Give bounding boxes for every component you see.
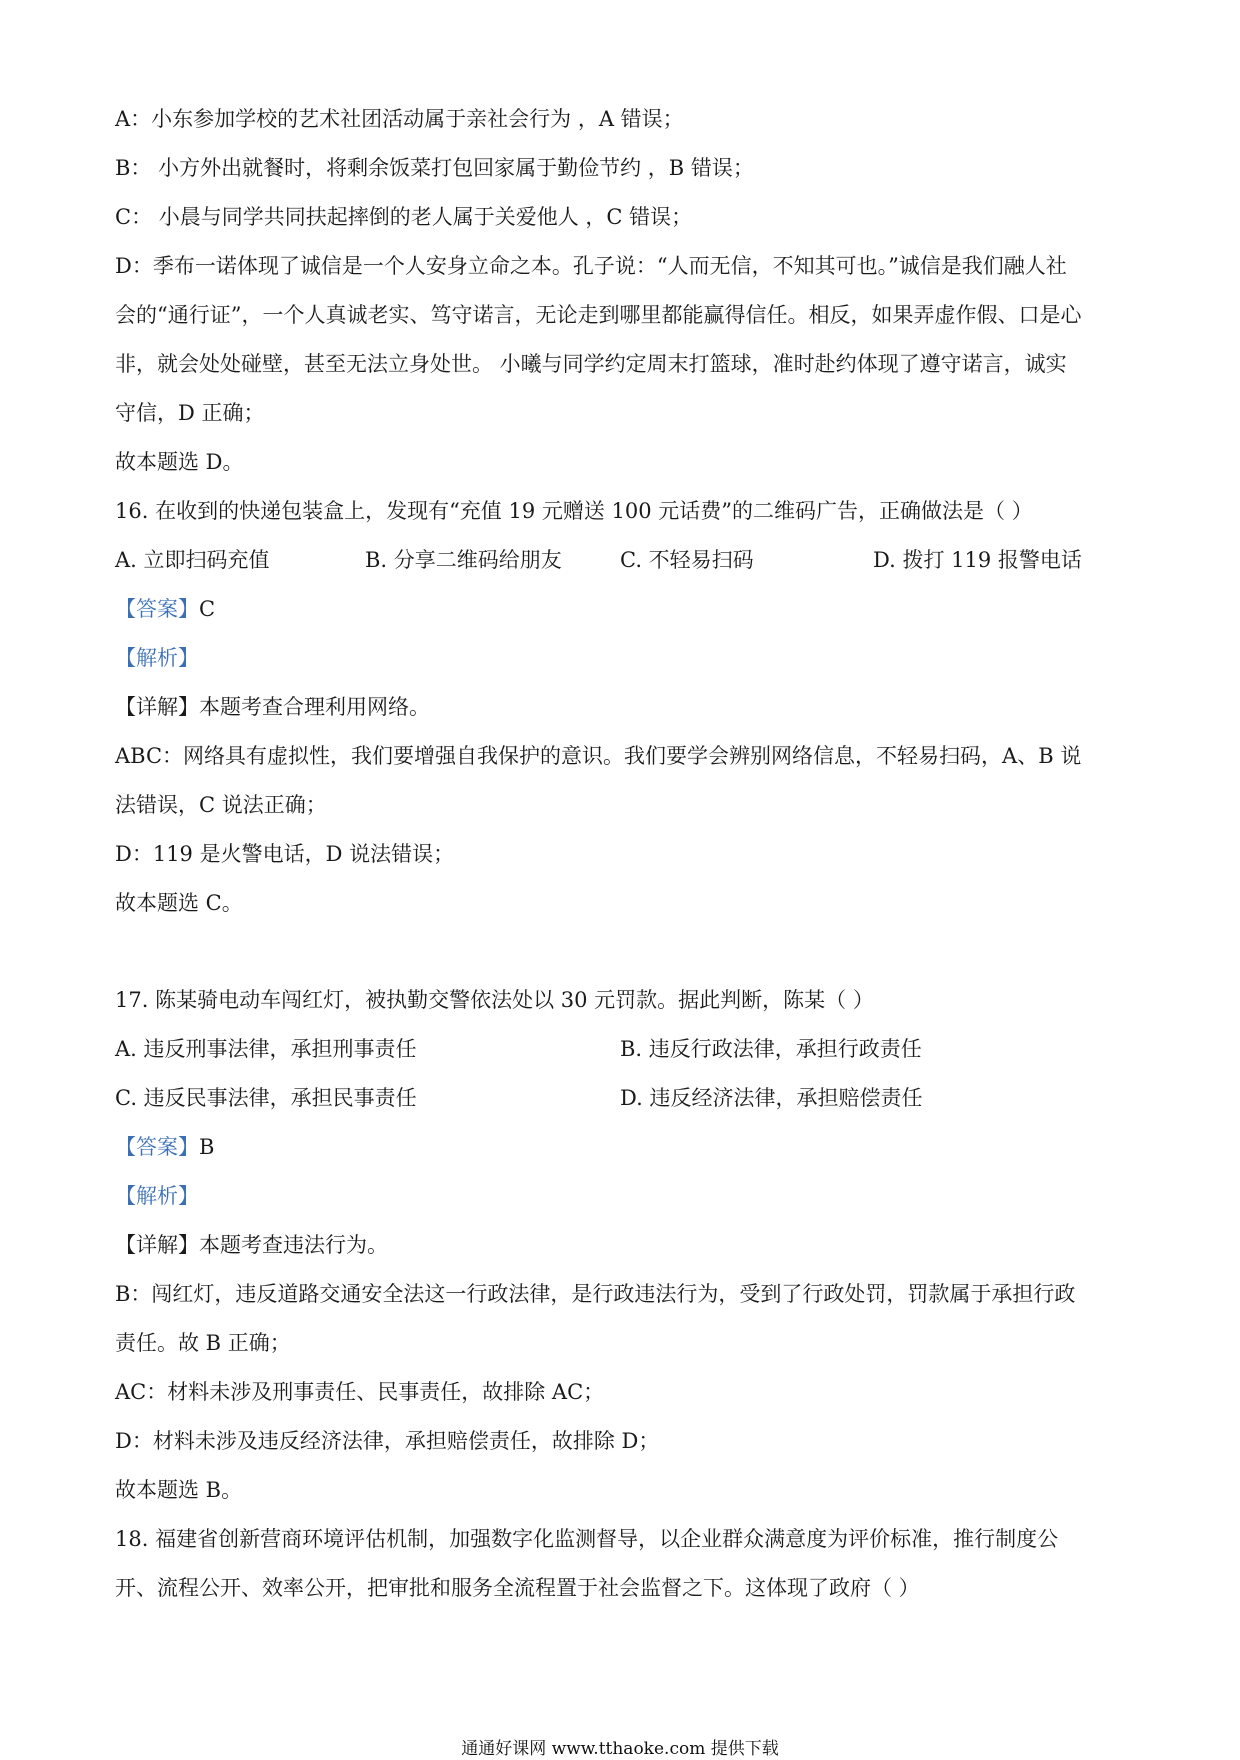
prev-line-7: 守信，D 正确；: [115, 401, 265, 425]
q17-detail-6: 故本题选 B。: [115, 1478, 243, 1502]
q16-option-d: D. 拨打 119 报警电话: [873, 548, 1082, 572]
prev-line-3: C： 小晨与同学共同扶起摔倒的老人属于关爱他人 ，C 错误；: [115, 205, 693, 229]
q18-stem-1: 18. 福建省创新营商环境评估机制，加强数字化监测督导，以企业群众满意度为评价标准，推行制度公: [115, 1527, 1059, 1551]
answer-tag: 【答案】: [115, 597, 199, 621]
q17-stem: 17. 陈某骑电动车闯红灯，被执勤交警依法处以 30 元罚款。据此判断，陈某（ ）: [115, 988, 874, 1012]
answer-tag: 【答案】: [115, 1135, 199, 1159]
q16-detail-3: 法错误，C 说法正确；: [115, 793, 327, 817]
q16-answer: [115, 594, 215, 624]
prev-line-5: 会的“通行证”，一个人真诚老实、笃守诺言，无论走到哪里都能赢得信任。相反，如果弄虚作假、口是心: [115, 303, 1082, 327]
q17-detail-4: AC：材料未涉及刑事责任、民事责任，故排除 AC；: [115, 1380, 605, 1404]
q16-detail-1: 【详解】本题考查合理利用网络。: [115, 695, 430, 719]
q17-option-a: A. 违反刑事法律，承担刑事责任: [115, 1037, 417, 1061]
page-footer: 通通好课网 www.tthaoke.com 提供下载: [461, 1739, 779, 1759]
prev-line-2: B： 小方外出就餐时，将剩余饭菜打包回家属于勤俭节约 ，B 错误；: [115, 156, 754, 180]
answer-value: B: [199, 1135, 215, 1159]
q16-stem: 16. 在收到的快递包装盒上，发现有“充值 19 元赠送 100 元话费”的二维码广告，正确做法是（ ）: [115, 499, 1033, 523]
prev-line-6: 非，就会处处碰壁，甚至无法立身处世。 小曦与同学约定周末打篮球，准时赴约体现了遵守诺言，诚实: [115, 352, 1067, 376]
q16-detail-4: D：119 是火警电话，D 说法错误；: [115, 842, 455, 866]
q16-detail-5: 故本题选 C。: [115, 891, 243, 915]
q16-option-b: B. 分享二维码给朋友: [365, 548, 562, 572]
q17-detail-2: B：闯红灯，违反道路交通安全法这一行政法律，是行政违法行为，受到了行政处罚，罚款属于承担行政: [115, 1282, 1076, 1306]
q17-option-b: B. 违反行政法律，承担行政责任: [620, 1037, 922, 1061]
q17-detail-5: D：材料未涉及违反经济法律，承担赔偿责任，故排除 D；: [115, 1429, 660, 1453]
q17-detail-1: 【详解】本题考查违法行为。: [115, 1233, 388, 1257]
prev-line-8: 故本题选 D。: [115, 450, 244, 474]
q17-option-c: C. 违反民事法律，承担民事责任: [115, 1086, 417, 1110]
q16-option-c: C. 不轻易扫码: [620, 548, 754, 572]
q16-detail-2: ABC：网络具有虚拟性，我们要增强自我保护的意识。我们要学会辨别网络信息，不轻易扫码，A、B 说: [115, 744, 1082, 768]
q16-option-a: A. 立即扫码充值: [115, 548, 270, 572]
prev-line-1: A：小东参加学校的艺术社团活动属于亲社会行为 ，A 错误；: [115, 107, 684, 131]
q17-answer: [115, 1132, 214, 1162]
q16-analysis-tag: 【解析】: [115, 646, 199, 670]
prev-line-4: D：季布一诺体现了诚信是一个人安身立命之本。孔子说：“人而无信，不知其可也。”诚信是我们融人社: [115, 254, 1067, 278]
q17-analysis-tag: 【解析】: [115, 1184, 199, 1208]
answer-value: C: [199, 597, 216, 621]
q17-detail-3: 责任。故 B 正确；: [115, 1331, 291, 1355]
q17-option-d: D. 违反经济法律，承担赔偿责任: [620, 1086, 923, 1110]
q18-stem-2: 开、流程公开、效率公开，把审批和服务全流程置于社会监督之下。这体现了政府（ ）: [115, 1576, 920, 1600]
